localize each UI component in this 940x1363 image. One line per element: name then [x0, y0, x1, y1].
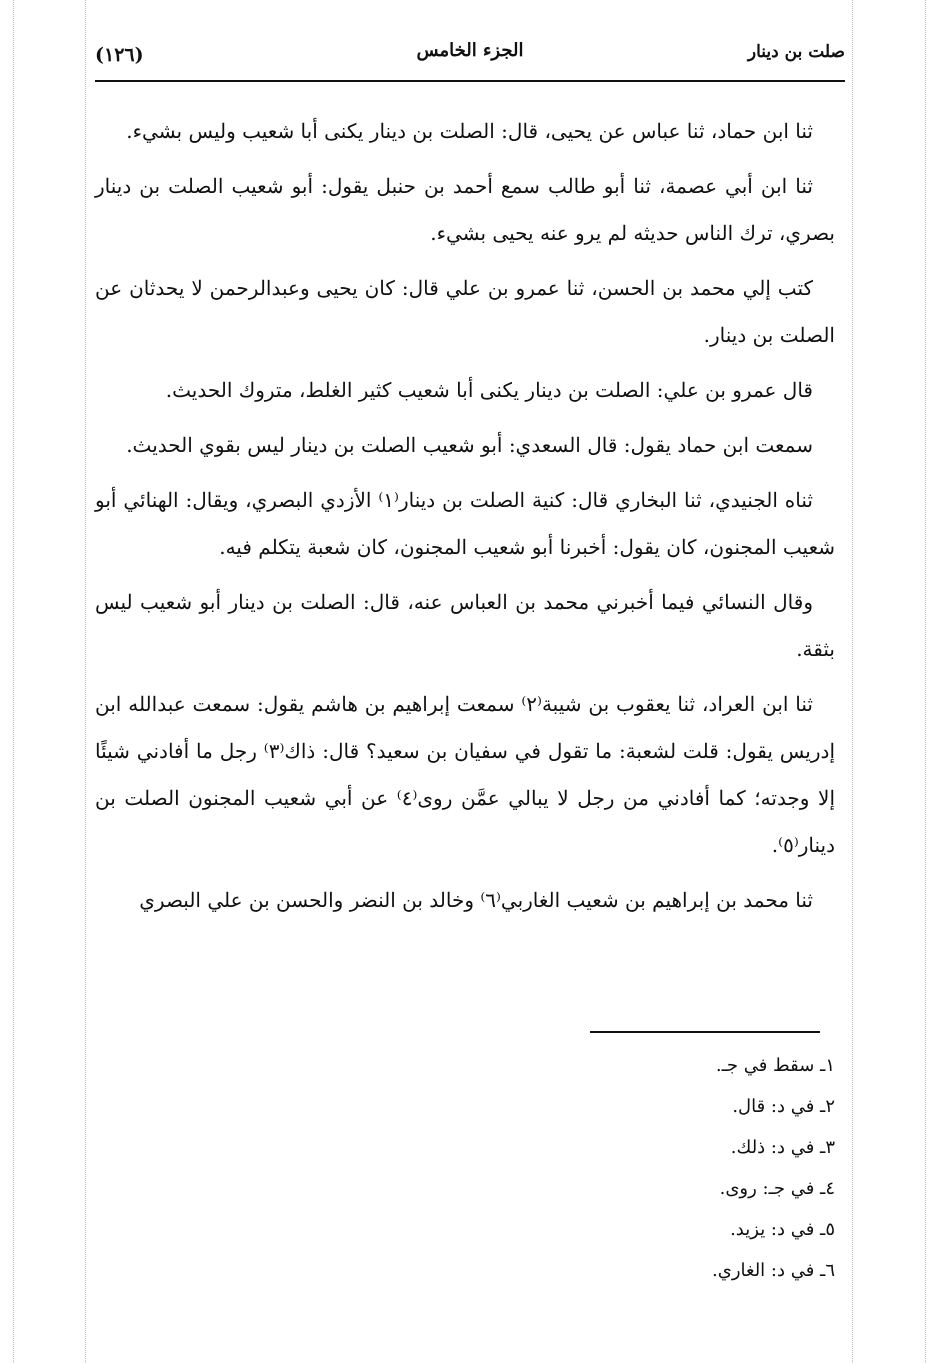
footnote: ٤ـ في جـ: روى.: [719, 1178, 835, 1199]
main-text: [95, 108, 835, 932]
paragraph: كتب إلي محمد بن الحسن، ثنا عمرو بن علي قال: كان يحيى وعبدالرحمن لا يحدثان عن الصلت بن دينار.: [95, 276, 835, 347]
scan-guide-line: [852, 0, 853, 1363]
page-header: [95, 38, 845, 78]
paragraph: ثنا محمد بن إبراهيم بن شعيب الغاربي⁽٦⁾ وخالد بن النضر والحسن بن علي البصري: [139, 888, 813, 912]
footnotes: [435, 1045, 835, 1291]
footnote: ٦ـ في د: الغاري.: [712, 1260, 835, 1281]
paragraph: قال عمرو بن علي: الصلت بن دينار يكنى أبا شعيب كثير الغلط، متروك الحديث.: [165, 378, 813, 402]
running-title: صلت بن دينار: [747, 42, 845, 62]
footnote: ١ـ سقط في جـ.: [715, 1055, 835, 1076]
footnote: ٣ـ في د: ذلك.: [730, 1137, 835, 1158]
footnote-separator: [590, 1031, 820, 1033]
scan-guide-line: [925, 0, 926, 1363]
page-number: (١٢٦): [95, 44, 144, 66]
paragraph: ثنا ابن أبي عصمة، ثنا أبو طالب سمع أحمد بن حنبل يقول: أبو شعيب الصلت بن دينار بصري، ترك الناس حديثه لم يرو عنه يحيى بشيء.: [95, 174, 835, 245]
paragraph: وقال النسائي فيما أخبرني محمد بن العباس عنه، قال: الصلت بن دينار أبو شعيب ليس بثقة.: [95, 590, 835, 661]
paragraph: ثنا ابن العراد، ثنا يعقوب بن شيبة⁽٢⁾ سمعت إبراهيم بن هاشم يقول: سمعت عبدالله ابن إدريس يقول: قلت لشعبة: ما تقول في سفيان بن سعيد؟ قال: ذاك⁽٣⁾ رجل ما أفادني شيئًا إلا وجدته؛ كما أفادني من رجل لا يبالي عمَّن روى⁽٤⁾ عن أبي شعيب المجنون الصلت بن دينار⁽٥⁾.: [95, 692, 836, 857]
paragraph: ثنا ابن حماد، ثنا عباس عن يحيى، قال: الصلت بن دينار يكنى أبا شعيب وليس بشيء.: [126, 119, 813, 143]
volume-title: الجزء الخامس: [416, 40, 524, 61]
paragraph: ثناه الجنيدي، ثنا البخاري قال: كنية الصلت بن دينار⁽١⁾ الأزدي البصري، ويقال: الهنائي أبو شعيب المجنون، كان يقول: أخبرنا أبو شعيب المجنون، كان شعبة يتكلم فيه.: [95, 488, 835, 559]
footnote: ٢ـ في د: قال.: [732, 1096, 835, 1117]
scan-guide-line: [13, 0, 14, 1363]
paragraph: سمعت ابن حماد يقول: قال السعدي: أبو شعيب الصلت بن دينار ليس بقوي الحديث.: [126, 433, 813, 457]
header-rule: [95, 80, 845, 82]
scan-guide-line: [85, 0, 86, 1363]
footnote: ٥ـ في د: يزيد.: [730, 1219, 835, 1240]
